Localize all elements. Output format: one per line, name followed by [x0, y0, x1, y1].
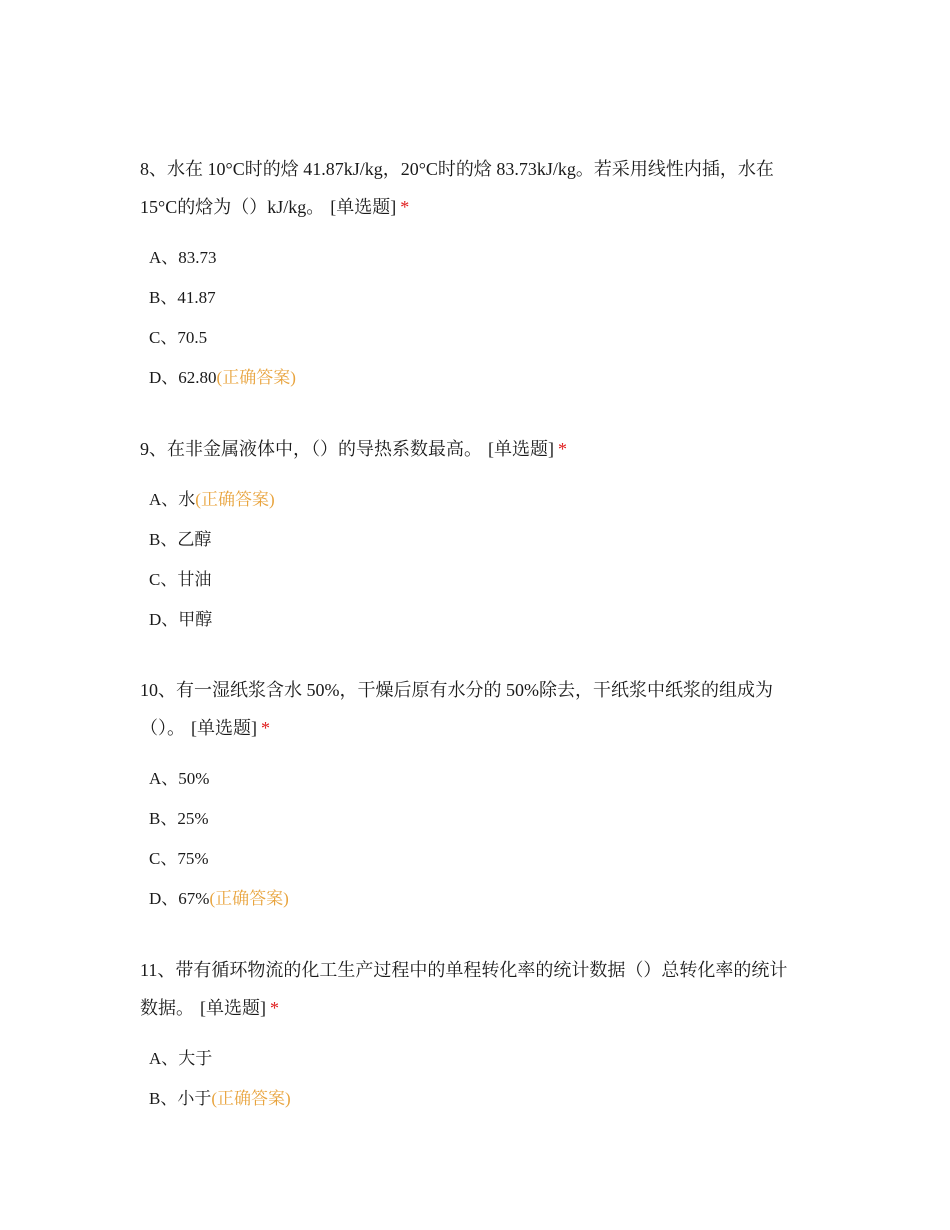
option-label: B、小于: [149, 1089, 212, 1108]
option-d[interactable]: [149, 358, 820, 398]
question-9: [140, 430, 820, 640]
stem-line: （）。: [140, 718, 185, 738]
question-8: [140, 150, 820, 398]
stem-line: 11、带有循环物流的化工生产过程中的单程转化率的统计数据（）总转化率的统计: [140, 960, 788, 980]
required-mark: *: [400, 197, 410, 217]
option-label: D、62.80: [149, 368, 217, 387]
option-c[interactable]: [149, 839, 820, 879]
option-list: [140, 480, 820, 640]
option-label: D、67%: [149, 889, 210, 908]
option-a[interactable]: [149, 1039, 820, 1079]
option-b[interactable]: [149, 520, 820, 560]
correct-answer-tag: (正确答案): [209, 889, 289, 908]
option-label: C、甘油: [149, 570, 212, 589]
question-stem: [140, 150, 820, 226]
option-label: A、50%: [149, 769, 210, 788]
option-list: [140, 238, 820, 398]
option-list: [140, 1039, 820, 1119]
correct-answer-tag: (正确答案): [211, 1089, 291, 1108]
stem-line: 数据。: [140, 998, 194, 1018]
question-10: [140, 671, 820, 919]
correct-answer-tag: (正确答案): [216, 368, 296, 387]
option-label: B、乙醇: [149, 530, 212, 549]
option-label: D、甲醇: [149, 610, 213, 629]
option-a[interactable]: [149, 759, 820, 799]
stem-line: 8、水在 10°C时的焓 41.87kJ/kg，20°C时的焓 83.73kJ/kg。若采用线性内插，水在: [140, 159, 774, 179]
question-stem: [140, 951, 820, 1027]
stem-line: 15°C的焓为（）kJ/kg。: [140, 197, 325, 217]
required-mark: *: [261, 718, 270, 738]
question-11: [140, 951, 820, 1119]
option-list: [140, 759, 820, 919]
required-mark: *: [270, 998, 279, 1018]
option-b[interactable]: [149, 1079, 820, 1119]
question-stem: [140, 671, 820, 747]
correct-answer-tag: (正确答案): [195, 490, 275, 509]
option-label: B、41.87: [149, 288, 216, 307]
option-d[interactable]: [149, 879, 820, 919]
question-type-label: [单选题]: [200, 998, 266, 1018]
question-type-label: [单选题]: [488, 439, 554, 459]
option-label: A、水: [149, 490, 196, 509]
option-d[interactable]: [149, 600, 820, 640]
option-label: A、大于: [149, 1049, 213, 1068]
option-c[interactable]: [149, 560, 820, 600]
option-b[interactable]: [149, 799, 820, 839]
option-label: C、70.5: [149, 328, 208, 347]
question-type-label: [单选题]: [191, 718, 257, 738]
question-type-label: [单选题]: [330, 197, 397, 217]
option-c[interactable]: [149, 318, 820, 358]
option-label: B、25%: [149, 809, 209, 828]
option-label: C、75%: [149, 849, 209, 868]
question-stem: [140, 430, 820, 468]
option-a[interactable]: [149, 238, 820, 278]
option-a[interactable]: [149, 480, 820, 520]
stem-line: 10、有一湿纸浆含水 50%，干燥后原有水分的 50%除去，干纸浆中纸浆的组成为: [140, 680, 773, 700]
option-b[interactable]: [149, 278, 820, 318]
required-mark: *: [558, 439, 567, 459]
option-label: A、83.73: [149, 248, 217, 267]
stem-line: 9、在非金属液体中，（）的导热系数最高。: [140, 439, 482, 459]
